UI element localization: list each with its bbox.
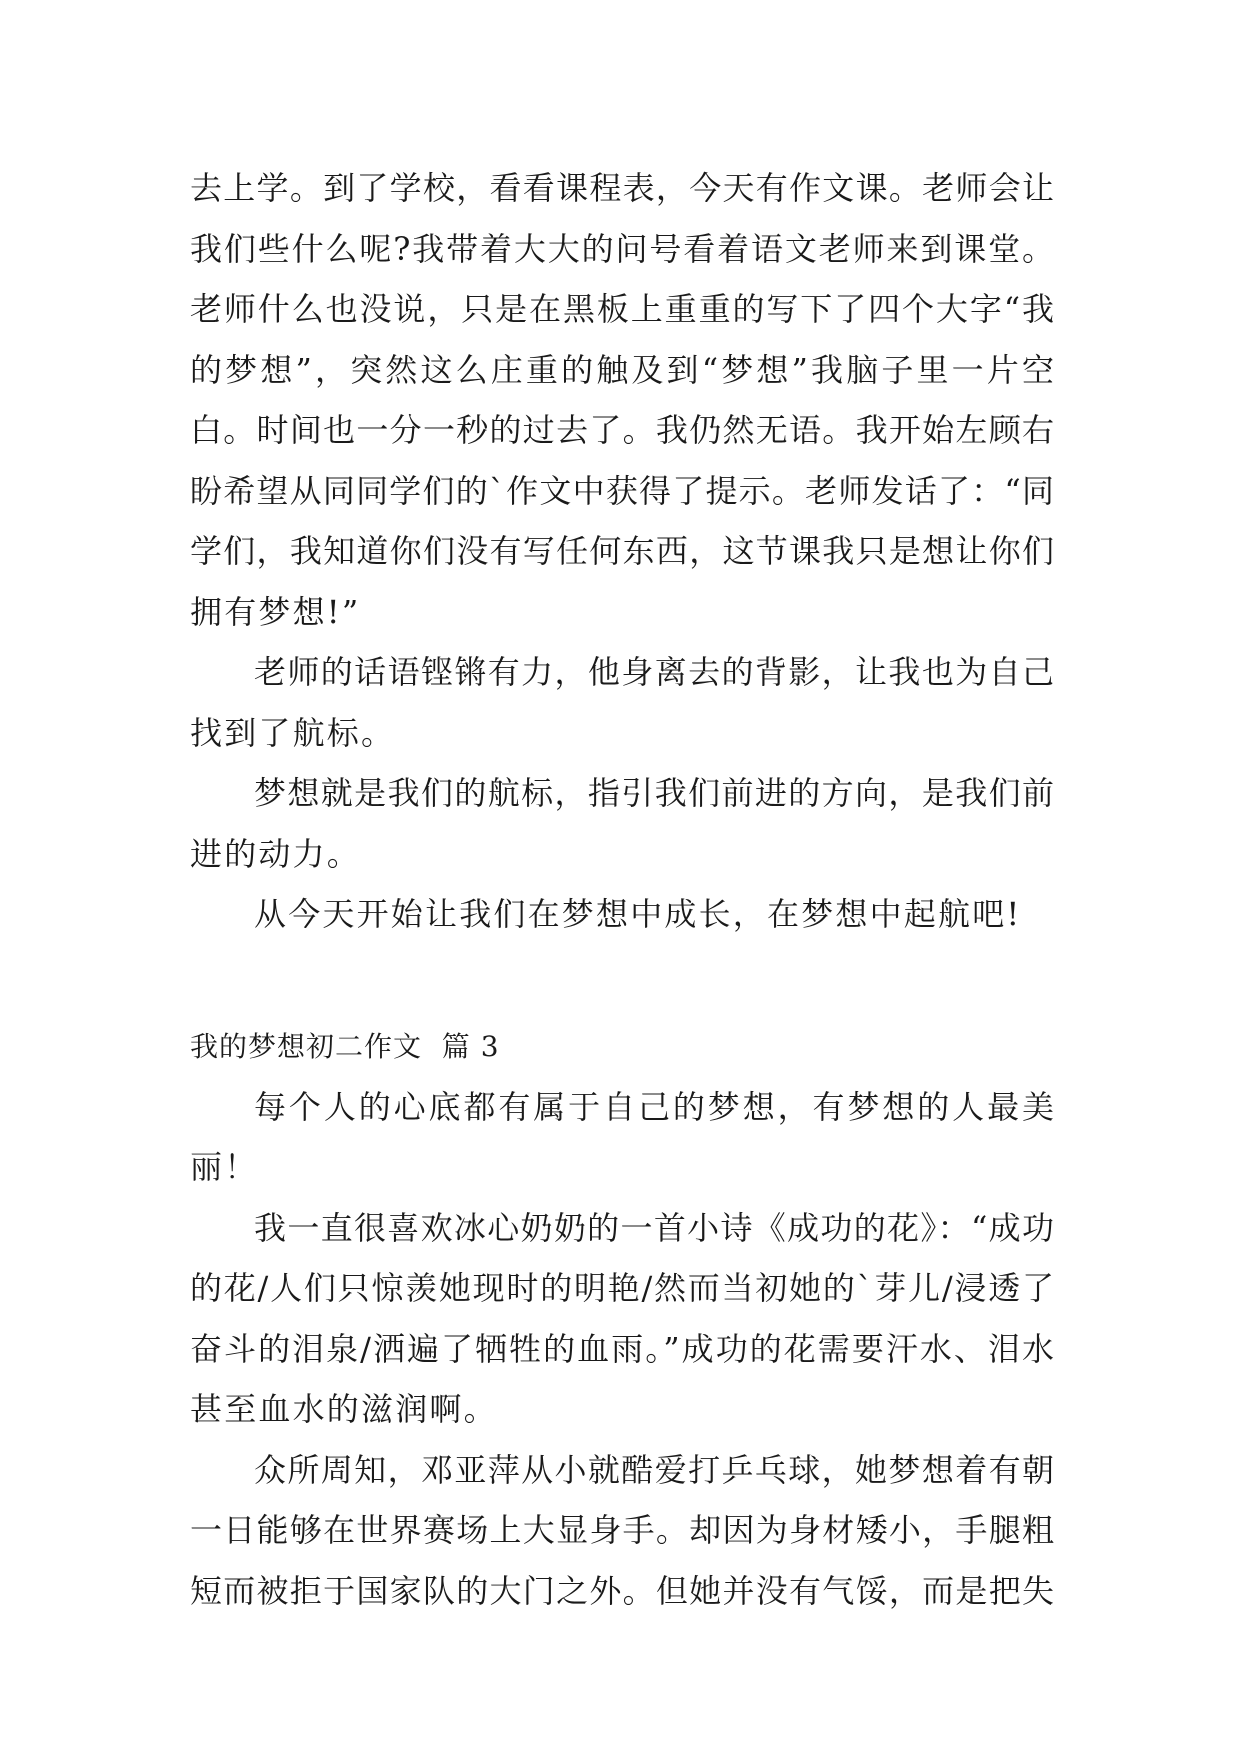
paragraph-5	[190, 1077, 1054, 1198]
paragraph-6	[190, 1198, 1054, 1440]
text-line: 的梦想”，突然这么庄重的触及到“梦想”我脑子里一片空	[190, 350, 1054, 389]
text-line: 进的动力。	[190, 834, 362, 873]
paragraph-1	[190, 158, 1054, 642]
text-line: 白。时间也一分一秒的过去了。我仍然无语。我开始左顾右	[190, 411, 1054, 449]
text-line: 我一直很喜欢冰心奶奶的一首小诗《成功的花》：“成功	[254, 1208, 1054, 1247]
document-page	[190, 158, 1054, 1621]
text-line: 拥有梦想!”	[190, 592, 361, 631]
paragraph-3	[190, 763, 1054, 884]
paragraph-4	[190, 884, 1054, 945]
paragraph-2	[190, 642, 1054, 763]
section-heading: 我的梦想初二作文 篇 3	[190, 1029, 500, 1063]
text-line: 老师的话语铿锵有力，他身离去的背影，让我也为自己	[254, 653, 1054, 691]
text-line: 去上学。到了学校，看看课程表，今天有作文课。老师会让	[190, 169, 1054, 207]
paragraph-7	[190, 1440, 1054, 1622]
text-line: 短而被拒于国家队的大门之外。但她并没有气馁，而是把失	[190, 1571, 1054, 1610]
text-line: 的花/人们只惊羡她现时的明艳/然而当初她的`芽儿/浸透了	[190, 1269, 1054, 1307]
text-line: 找到了航标。	[190, 713, 396, 752]
text-line: 每个人的心底都有属于自己的梦想，有梦想的人最美	[254, 1087, 1054, 1126]
text-line: 甚至血水的滋润啊。	[190, 1390, 498, 1428]
text-line: 我们些什么呢?我带着大大的问号看着语文老师来到课堂。	[190, 229, 1054, 268]
text-line: 从今天开始让我们在梦想中成长，在梦想中起航吧!	[254, 895, 1022, 933]
text-line: 众所周知，邓亚萍从小就酷爱打乒乓球，她梦想着有朝	[254, 1450, 1054, 1489]
text-line: 学们，我知道你们没有写任何东西，这节课我只是想让你们	[190, 532, 1054, 570]
text-line: 老师什么也没说，只是在黑板上重重的写下了四个大字“我	[190, 290, 1054, 328]
text-line: 一日能够在世界赛场上大显身手。却因为身材矮小，手腿粗	[190, 1511, 1054, 1549]
section-gap	[190, 945, 1054, 1017]
text-line: 梦想就是我们的航标，指引我们前进的方向，是我们前	[254, 774, 1054, 812]
text-line: 奋斗的泪泉/洒遍了牺牲的血雨。”成功的花需要汗水、泪水	[190, 1329, 1054, 1368]
text-line: 盼希望从同同学们的`作文中获得了提示。老师发话了：“同	[190, 471, 1054, 510]
text-line: 丽！	[190, 1148, 259, 1186]
